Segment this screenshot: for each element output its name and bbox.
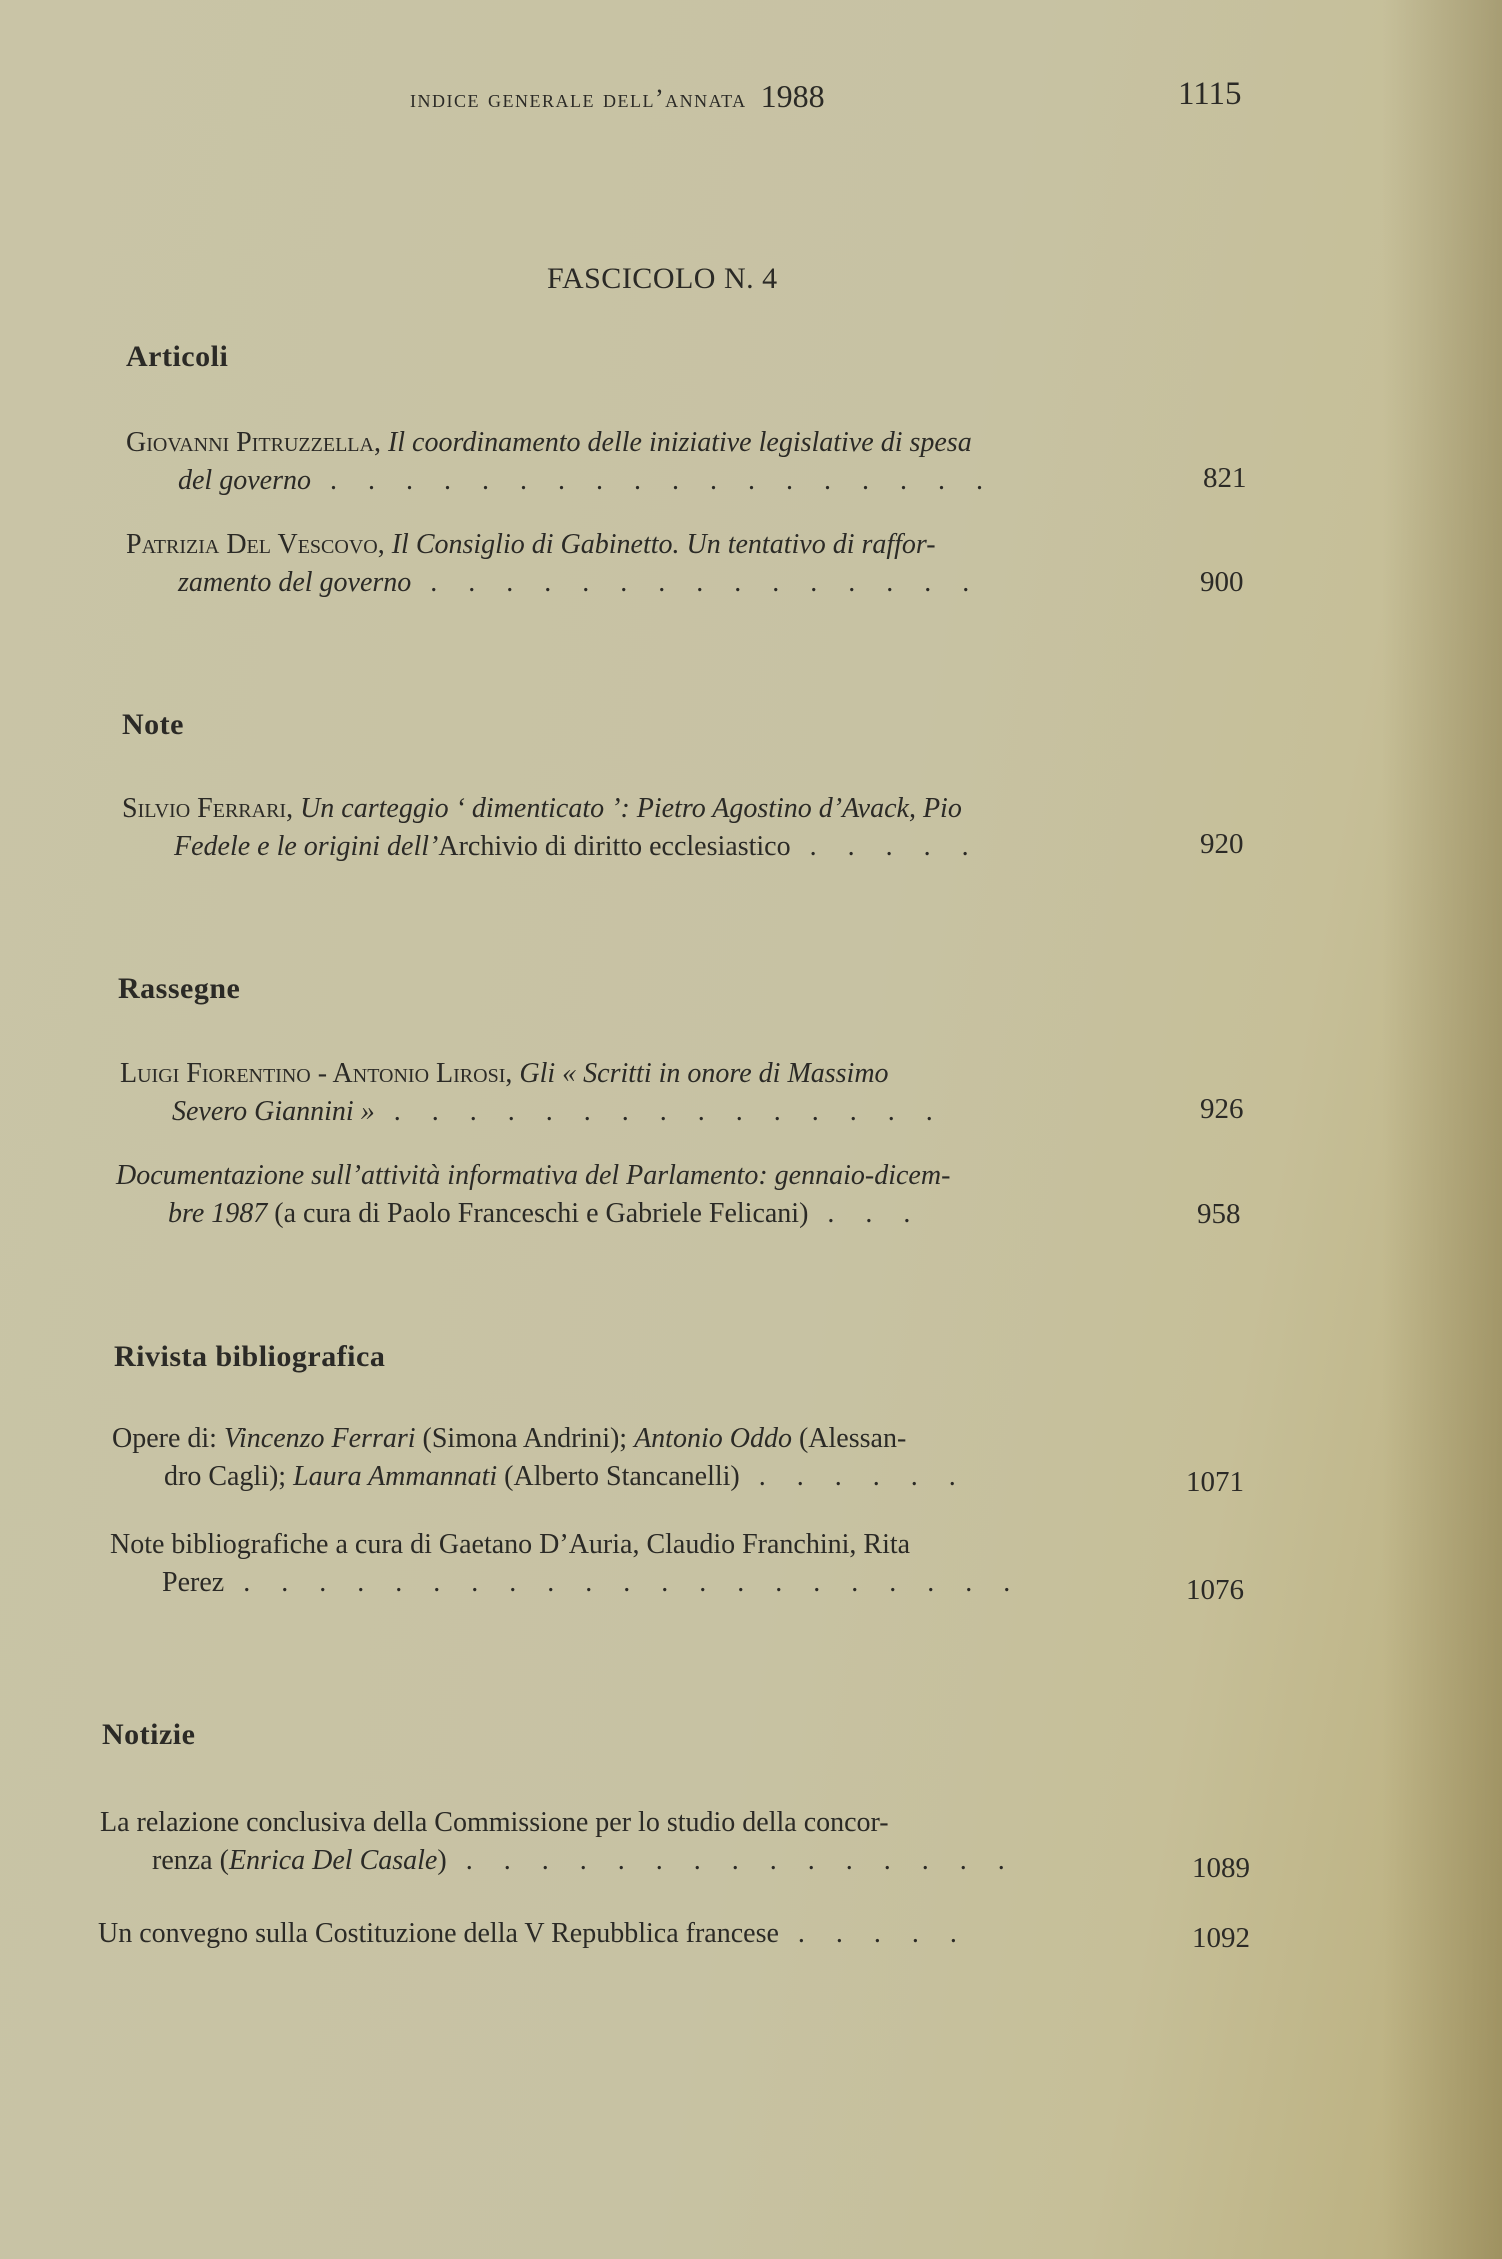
entry-line-2	[116, 1195, 950, 1233]
entry-page-number: 900	[1200, 566, 1244, 598]
entry-line-1	[120, 1055, 945, 1093]
entry-line-1	[98, 1915, 969, 1953]
entry-line-2	[110, 1564, 1022, 1602]
entry-text: Opere di:	[112, 1423, 224, 1454]
entry-page-number: 1089	[1192, 1852, 1250, 1884]
leader-dots: . . . . . . . . . . . . . . . . . . . . .	[224, 1567, 1023, 1598]
fascicolo-heading: FASCICOLO N. 4	[547, 262, 778, 295]
entry-text: )	[437, 1845, 447, 1876]
leader-dots: . . . . . . . . . . . . . . . . . .	[310, 465, 995, 496]
running-title: indice generale dell’annata	[410, 84, 747, 113]
entry-author-italic: Vincenzo Ferrari	[223, 1423, 416, 1454]
entry-text: Un convegno sulla Costituzione della V Repubblica francese	[98, 1918, 779, 1949]
entry-line-1	[116, 1157, 950, 1195]
entry-title-cont: del governo	[178, 465, 311, 496]
entry-author: Giovanni Pitruzzella,	[126, 427, 381, 458]
toc-entry	[126, 424, 995, 500]
toc-entry	[116, 1157, 950, 1233]
entry-title-cont: Fedele e le origini dell’	[174, 831, 439, 862]
entry-line-2	[112, 1458, 968, 1496]
entry-line-1	[126, 526, 981, 564]
page-edge-shadow	[1382, 0, 1502, 2259]
section-title-rassegne: Rassegne	[118, 972, 241, 1005]
entry-page-number: 1071	[1186, 1466, 1244, 1498]
entry-title: Il coordinamento delle iniziative legislative di spesa	[387, 427, 972, 458]
entry-line-1: La relazione conclusiva della Commissione per lo studio della concor-	[100, 1807, 889, 1838]
entry-page-number: 920	[1200, 828, 1244, 860]
entry-reviewer: (Simona Andrini);	[415, 1423, 635, 1454]
entry-page-number: 1076	[1186, 1574, 1244, 1606]
entry-author: Luigi Fiorentino - Antonio Lirosi,	[120, 1058, 513, 1089]
entry-author-italic: Laura Ammannati	[293, 1461, 498, 1492]
leader-dots: . . . . . . . . . . . . . . .	[411, 567, 982, 598]
entry-line-1	[126, 424, 995, 462]
entry-line-1	[122, 790, 981, 828]
entry-editors: (a cura di Paolo Franceschi e Gabriele Felicani)	[274, 1198, 809, 1229]
entry-text: renza (	[152, 1845, 229, 1876]
entry-page-number: 1092	[1192, 1922, 1250, 1954]
leader-dots: . . . . .	[790, 831, 981, 862]
entry-title: Gli « Scritti in onore di Massimo	[519, 1058, 889, 1089]
entry-reviewer: (Alberto Stancanelli)	[497, 1461, 740, 1492]
toc-entry	[110, 1526, 1022, 1602]
entry-title-cont: zamento del governo	[178, 567, 412, 598]
toc-entry	[122, 790, 981, 866]
leader-dots: . . . . .	[778, 1918, 969, 1949]
running-year: 1988	[760, 78, 825, 114]
entry-journal-name: Archivio di diritto ecclesiastico	[438, 831, 791, 862]
toc-entry	[98, 1915, 969, 1953]
leader-dots: . . .	[808, 1198, 923, 1229]
toc-entry	[126, 526, 981, 602]
entry-line-2	[126, 564, 981, 602]
entry-title: Documentazione sull’attività informativa del Parlamento	[116, 1160, 759, 1191]
entry-line-2	[100, 1842, 1017, 1880]
entry-title-cont: Severo Giannini »	[172, 1096, 375, 1127]
entry-author: Silvio Ferrari,	[122, 793, 294, 824]
entry-author-italic: Antonio Oddo	[634, 1423, 792, 1454]
entry-page-number: 926	[1200, 1093, 1244, 1125]
section-title-rivista-bibliografica: Rivista bibliografica	[114, 1340, 386, 1373]
page-number: 1115	[1178, 76, 1242, 112]
running-header	[410, 78, 825, 115]
leader-dots: . . . . . .	[739, 1461, 968, 1492]
entry-line-2	[122, 828, 981, 866]
entry-title: Un carteggio ‘ dimenticato ’: Pietro Agostino d’Avack, Pio	[300, 793, 962, 824]
toc-entry	[112, 1420, 968, 1496]
entry-line-2	[126, 462, 995, 500]
section-title-notizie: Notizie	[102, 1718, 196, 1751]
entry-page-number: 958	[1197, 1198, 1241, 1230]
toc-entry	[120, 1055, 945, 1131]
leader-dots: . . . . . . . . . . . . . . .	[374, 1096, 945, 1127]
entry-title: Il Consiglio di Gabinetto. Un tentativo di raffor-	[391, 529, 936, 560]
entry-reviewer: dro Cagli);	[164, 1461, 294, 1492]
section-title-articoli: Articoli	[126, 340, 229, 373]
entry-author-italic: Enrica Del Casale	[228, 1845, 438, 1876]
entry-page-number: 821	[1203, 462, 1247, 494]
entry-line-2	[120, 1093, 945, 1131]
entry-line-1: Note bibliografiche a cura di Gaetano D’Auria, Claudio Franchini, Rita	[110, 1529, 911, 1560]
toc-entry	[100, 1804, 1017, 1880]
entry-text: Perez	[162, 1567, 225, 1598]
leader-dots: . . . . . . . . . . . . . . .	[446, 1845, 1017, 1876]
entry-author: Patrizia Del Vescovo,	[126, 529, 385, 560]
entry-reviewer: (Alessan-	[791, 1423, 907, 1454]
section-title-note: Note	[122, 708, 184, 741]
entry-title-cont: bre 1987	[168, 1198, 268, 1229]
entry-line-1	[112, 1420, 968, 1458]
entry-title-rest: : gennaio-dicem-	[758, 1160, 951, 1191]
